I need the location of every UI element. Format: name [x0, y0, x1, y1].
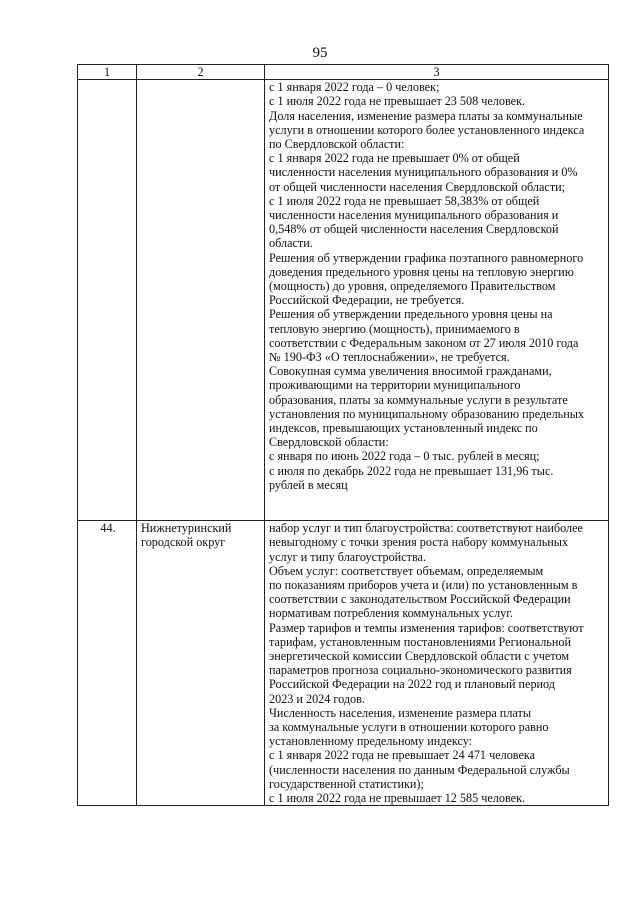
text-line: услуг и типу благоустройства. [269, 549, 426, 564]
text-line: рублей в месяц [269, 477, 348, 492]
text-line: № 190-ФЗ «О теплоснабжении», не требуется. [269, 350, 510, 365]
text-line: Размер тарифов и темпы изменения тарифов: соответствуют [269, 620, 584, 635]
municipality-cell [137, 80, 265, 521]
text-line: с 1 июля 2022 года не превышает 12 585 человек. [269, 791, 526, 806]
text-line: образования, платы за коммунальные услуги в результате [269, 392, 568, 407]
table-header-row [78, 65, 609, 80]
text-line: установленному предельному индексу: [269, 734, 473, 749]
text-line: с 1 января 2022 года – 0 человек; [269, 80, 440, 95]
row-number-cell [78, 521, 137, 806]
text-line: государственной статистики); [269, 776, 424, 791]
text-line: Совокупная сумма увеличения вносимой гражданами, [269, 364, 552, 379]
text-line: (мощность) до уровня, определяемого Правительством [269, 279, 556, 294]
text-line: численности населения муниципального образования и 0% [269, 165, 578, 180]
text-line: тарифам, установленным постановлениями Региональной [269, 634, 571, 649]
municipality-name-line: Нижнетуринский [141, 521, 232, 536]
municipality-name-line: городской округ [141, 535, 226, 550]
text-line: (численности населения по данным Федеральной службы [269, 762, 570, 777]
text-line: 2023 и 2024 годов. [269, 691, 365, 706]
row-number-cell [78, 80, 137, 521]
text-line: с 1 июля 2022 года не превышает 23 508 человек. [269, 94, 526, 109]
text-line: нормативам потребления коммунальных услуг. [269, 606, 513, 621]
description-cell [265, 80, 609, 521]
text-line: набор услуг и тип благоустройства: соответствуют наиболее [269, 521, 583, 536]
text-line: с 1 июля 2022 года не превышает 58,383% от общей [269, 193, 540, 208]
text-line: установления по муниципальному образованию предельных [269, 406, 585, 421]
text-line: по Свердловской области: [269, 137, 405, 152]
text-line: численности населения муниципального образования и [269, 208, 559, 223]
text-line: соответствии с Федеральным законом от 27 июля 2010 года [269, 335, 579, 350]
text-line: соответствии с законодательством Российской Федерации [269, 592, 571, 607]
text-line: с января по июнь 2022 года – 0 тыс. рублей в месяц; [269, 449, 540, 464]
text-line: по показаниям приборов учета и (или) по установленным в [269, 578, 578, 593]
text-line: 0,548% от общей численности населения Свердловской [269, 222, 559, 237]
text-line: Российской Федерации, не требуется. [269, 293, 465, 308]
text-line: за коммунальные услуги в отношении которого равно [269, 720, 549, 735]
text-line: Численность населения, изменение размера платы [269, 705, 532, 720]
text-line: индексов, превышающих установленный индекс по [269, 421, 538, 436]
page-number: 95 [312, 45, 328, 61]
text-line: области. [269, 236, 313, 251]
text-line: Объем услуг: соответствует объемам, определяемым [269, 563, 544, 578]
text-line: Свердловской области: [269, 435, 389, 450]
text-line: тепловую энергию (мощность), принимаемого в [269, 321, 520, 336]
text-line: доведения предельного уровня цены на тепловую энергию [269, 264, 574, 279]
text-line: невыгодному с точки зрения роста набору коммунальных [269, 535, 569, 550]
text-line: с июля по декабрь 2022 года не превышает 131,96 тыс. [269, 463, 554, 478]
text-line: проживающими на территории муниципального [269, 378, 521, 393]
data-table [77, 64, 609, 806]
column-header-2: 2 [137, 65, 265, 80]
row-number: 44. [100, 521, 116, 536]
text-line: энергетической комиссии Свердловской области с учетом [269, 649, 570, 664]
column-header-1: 1 [78, 65, 137, 80]
text-line: с 1 января 2022 года не превышает 0% от общей [269, 151, 520, 166]
text-line: Доля населения, изменение размера платы за коммунальные [269, 108, 583, 123]
text-line: параметров прогноза социально-экономического развития [269, 663, 572, 678]
text-line: Решения об утверждении графика поэтапного равномерного [269, 250, 584, 265]
text-line: Решения об утверждении предельного уровня цены на [269, 307, 553, 322]
table-row [78, 521, 609, 806]
text-line: услуги в отношении которого более установленного индекса [269, 122, 585, 137]
description-cell [265, 521, 609, 806]
column-header-3: 3 [265, 65, 609, 80]
table-row [78, 80, 609, 521]
text-line: Российской Федерации на 2022 год и плановый период [269, 677, 555, 692]
municipality-cell [137, 521, 265, 806]
text-line: с 1 января 2022 года не превышает 24 471 человека [269, 748, 536, 763]
text-line: от общей численности населения Свердловской области; [269, 179, 566, 194]
